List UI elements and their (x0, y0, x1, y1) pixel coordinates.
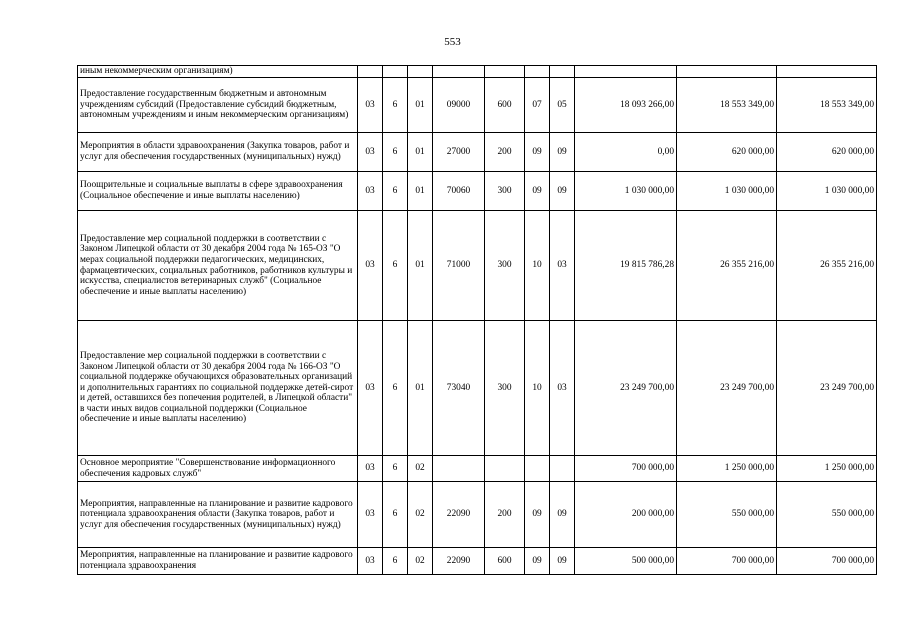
subprogram-code: 6 (383, 172, 408, 211)
activity-code: 01 (408, 133, 433, 172)
direction-code (433, 66, 485, 78)
subsection-code: 09 (550, 482, 575, 548)
program-code: 03 (358, 456, 383, 482)
amount-year-2: 700 000,00 (677, 548, 777, 575)
activity-code: 01 (408, 172, 433, 211)
program-code: 03 (358, 78, 383, 133)
activity-code: 01 (408, 211, 433, 321)
amount-year-2: 23 249 700,00 (677, 321, 777, 456)
row-description: Предоставление государственным бюджетным и автономным учреждениям субсидий (Предоставление субсидий бюджетным, автономным учреждениям и иным некоммерческим организациям) (78, 78, 358, 133)
amount-year-1: 19 815 786,28 (575, 211, 677, 321)
amount-year-3: 26 355 216,00 (777, 211, 877, 321)
table-row (78, 78, 877, 133)
budget-table (77, 65, 877, 575)
section-code: 09 (525, 482, 550, 548)
subprogram-code: 6 (383, 548, 408, 575)
amount-year-3: 550 000,00 (777, 482, 877, 548)
activity-code: 01 (408, 321, 433, 456)
table-row (78, 66, 877, 78)
amount-year-1: 23 249 700,00 (575, 321, 677, 456)
program-code (358, 66, 383, 78)
activity-code: 02 (408, 482, 433, 548)
activity-code (408, 66, 433, 78)
section-code (525, 456, 550, 482)
subsection-code: 09 (550, 172, 575, 211)
direction-code (433, 456, 485, 482)
page-number: 553 (444, 36, 461, 48)
program-code: 03 (358, 172, 383, 211)
activity-code: 02 (408, 456, 433, 482)
amount-year-3: 700 000,00 (777, 548, 877, 575)
subprogram-code (383, 66, 408, 78)
subprogram-code: 6 (383, 211, 408, 321)
subsection-code: 09 (550, 548, 575, 575)
program-code: 03 (358, 133, 383, 172)
program-code: 03 (358, 211, 383, 321)
amount-year-2 (677, 66, 777, 78)
subprogram-code: 6 (383, 78, 408, 133)
subprogram-code: 6 (383, 456, 408, 482)
expense-type-code (485, 456, 525, 482)
subsection-code (550, 456, 575, 482)
direction-code: 22090 (433, 482, 485, 548)
table-row (78, 456, 877, 482)
row-description: Мероприятия в области здравоохранения (Закупка товаров, работ и услуг для обеспечения государственных (муниципальных) нужд) (78, 133, 358, 172)
amount-year-3: 18 553 349,00 (777, 78, 877, 133)
program-code: 03 (358, 321, 383, 456)
amount-year-1: 500 000,00 (575, 548, 677, 575)
activity-code: 01 (408, 78, 433, 133)
amount-year-2: 18 553 349,00 (677, 78, 777, 133)
table-row (78, 321, 877, 456)
subsection-code (550, 66, 575, 78)
amount-year-1: 18 093 266,00 (575, 78, 677, 133)
amount-year-1: 1 030 000,00 (575, 172, 677, 211)
amount-year-2: 26 355 216,00 (677, 211, 777, 321)
row-description: иным некоммерческим организациям) (78, 66, 358, 78)
subprogram-code: 6 (383, 482, 408, 548)
subsection-code: 09 (550, 133, 575, 172)
direction-code: 09000 (433, 78, 485, 133)
table-row (78, 211, 877, 321)
amount-year-2: 550 000,00 (677, 482, 777, 548)
program-code: 03 (358, 548, 383, 575)
activity-code: 02 (408, 548, 433, 575)
amount-year-1: 200 000,00 (575, 482, 677, 548)
subsection-code: 03 (550, 321, 575, 456)
subsection-code: 03 (550, 211, 575, 321)
expense-type-code: 600 (485, 78, 525, 133)
section-code: 09 (525, 133, 550, 172)
section-code: 09 (525, 548, 550, 575)
amount-year-3: 620 000,00 (777, 133, 877, 172)
section-code: 07 (525, 78, 550, 133)
table-row (78, 172, 877, 211)
expense-type-code: 300 (485, 211, 525, 321)
expense-type-code: 200 (485, 482, 525, 548)
table-row (78, 548, 877, 575)
expense-type-code: 300 (485, 172, 525, 211)
section-code: 10 (525, 321, 550, 456)
amount-year-2: 1 250 000,00 (677, 456, 777, 482)
subsection-code: 05 (550, 78, 575, 133)
direction-code: 71000 (433, 211, 485, 321)
direction-code: 27000 (433, 133, 485, 172)
amount-year-1: 700 000,00 (575, 456, 677, 482)
direction-code: 73040 (433, 321, 485, 456)
amount-year-3: 1 030 000,00 (777, 172, 877, 211)
section-code: 09 (525, 172, 550, 211)
amount-year-3 (777, 66, 877, 78)
amount-year-1 (575, 66, 677, 78)
subprogram-code: 6 (383, 321, 408, 456)
section-code: 10 (525, 211, 550, 321)
row-description: Предоставление мер социальной поддержки в соответствии с Законом Липецкой области от 30 декабря 2004 года № 165-ОЗ "О мерах социальной поддержки педагогических, медицинских, фармацевтических, социальных работников, работников культуры и искусства, специалистов ветеринарных служб" (Социальное обеспечение и иные выплаты населению) (78, 211, 358, 321)
expense-type-code: 300 (485, 321, 525, 456)
amount-year-2: 1 030 000,00 (677, 172, 777, 211)
direction-code: 70060 (433, 172, 485, 211)
section-code (525, 66, 550, 78)
program-code: 03 (358, 482, 383, 548)
amount-year-2: 620 000,00 (677, 133, 777, 172)
table-row (78, 482, 877, 548)
amount-year-1: 0,00 (575, 133, 677, 172)
subprogram-code: 6 (383, 133, 408, 172)
direction-code: 22090 (433, 548, 485, 575)
expense-type-code: 200 (485, 133, 525, 172)
row-description: Мероприятия, направленные на планирование и развитие кадрового потенциала здравоохранения (78, 548, 358, 575)
row-description: Предоставление мер социальной поддержки в соответствии с Законом Липецкой области от 30 декабря 2004 года № 166-ОЗ "О социальной поддержке обучающихся образовательных организаций и дополнительных гарантиях по социальной поддержке детей-сирот и детей, оставшихся без попечения родителей, в Липецкой области" в части иных видов социальной поддержки (Социальное обеспечение и иные выплаты населению) (78, 321, 358, 456)
expense-type-code (485, 66, 525, 78)
table-row (78, 133, 877, 172)
amount-year-3: 1 250 000,00 (777, 456, 877, 482)
amount-year-3: 23 249 700,00 (777, 321, 877, 456)
expense-type-code: 600 (485, 548, 525, 575)
row-description: Основное мероприятие "Совершенствование информационного обеспечения кадровых служб" (78, 456, 358, 482)
row-description: Мероприятия, направленные на планирование и развитие кадрового потенциала здравоохранения области (Закупка товаров, работ и услуг для обеспечения государственных (муниципальных) нужд) (78, 482, 358, 548)
row-description: Поощрительные и социальные выплаты в сфере здравоохранения (Социальное обеспечение и иные выплаты населению) (78, 172, 358, 211)
